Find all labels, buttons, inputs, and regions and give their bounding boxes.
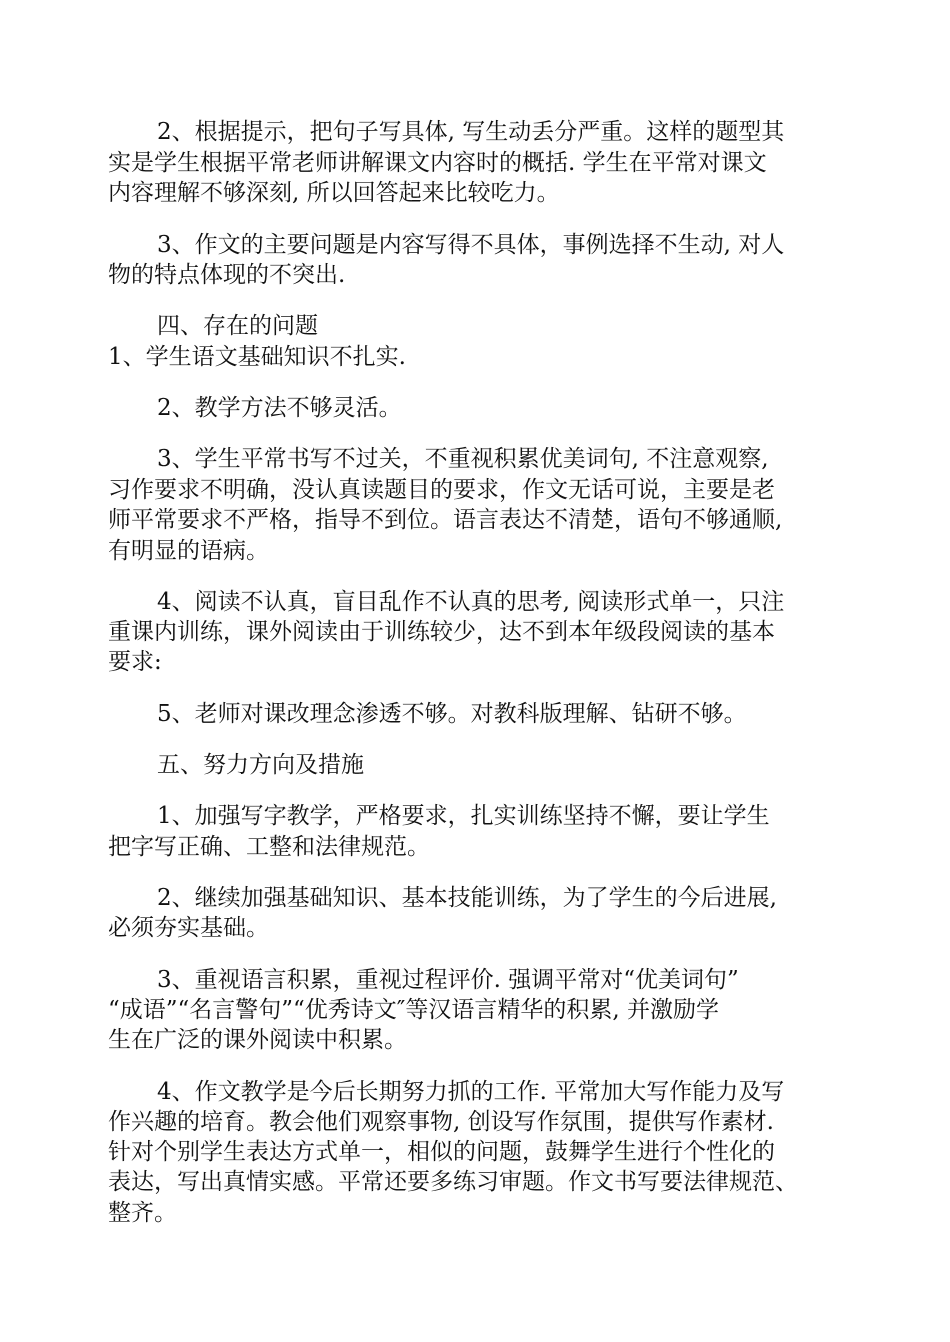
text-line: 3、作文的主要问题是内容写得不具体，事例选择不生动, 对人 — [157, 232, 785, 258]
text-line: 实是学生根据平常老师讲解课文内容时的概括. 学生在平常对课文 — [108, 150, 767, 176]
text-line: 3、学生平常书写不过关，不重视积累优美词句, 不注意观察, — [157, 446, 769, 472]
text-line: 2、继续加强基础知识、基本技能训练，为了学生的今后进展, — [157, 885, 777, 911]
text-line: 生在广泛的课外阅读中积累。 — [108, 1027, 407, 1053]
text-line: 1、加强写字教学，严格要求，扎实训练坚持不懈，要让学生 — [157, 803, 770, 829]
text-line: 作兴趣的培育。教会他们观察事物, 创设写作氛围，提供写作素材. — [108, 1109, 774, 1135]
text-line: 4、作文教学是今后长期努力抓的工作. 平常加大写作能力及写 — [157, 1079, 785, 1105]
text-line: 师平常要求不严格，指导不到位。语言表达不清楚，语句不够通顺, — [108, 507, 783, 533]
text-line: 有明显的语病。 — [108, 538, 269, 564]
section-heading: 四、存在的问题 — [157, 313, 318, 339]
text-line: 要求: — [108, 649, 162, 675]
text-line: 重课内训练，课外阅读由于训练较少，达不到本年级段阅读的基本 — [108, 619, 775, 645]
text-line: 5、老师对课改理念渗透不够。对教科版理解、钻研不够。 — [157, 701, 747, 727]
text-line: 把字写正确、工整和法律规范。 — [108, 834, 430, 860]
text-line: 物的特点体现的不突出. — [108, 262, 346, 288]
text-line: 针对个别学生表达方式单一，相似的问题，鼓舞学生进行个性化的 — [108, 1139, 775, 1165]
text-line: 习作要求不明确，没认真读题目的要求，作文无话可说，主要是老 — [108, 477, 775, 503]
text-line: 内容理解不够深刻, 所以回答起来比较吃力。 — [108, 180, 560, 206]
text-line: 必须夯实基础。 — [108, 915, 269, 941]
text-line: 2、根据提示，把句子写具体, 写生动丢分严重。这样的题型其 — [157, 119, 785, 145]
section-heading: 五、努力方向及措施 — [157, 752, 364, 778]
text-line: 整齐。 — [108, 1200, 177, 1226]
text-line: 2、教学方法不够灵活。 — [157, 395, 402, 421]
text-line: 1、学生语文基础知识不扎实. — [108, 344, 406, 370]
text-line: 4、阅读不认真，盲目乱作不认真的思考, 阅读形式单一，只注 — [157, 589, 785, 615]
text-line: 表达，写出真情实感。平常还要多练习审题。作文书写要法律规范、 — [108, 1169, 798, 1195]
text-line: 3、重视语言积累，重视过程评价. 强调平常对“优美词句” — [157, 967, 739, 993]
text-line: “成语”“名言警句”“优秀诗文″等汉语言精华的积累, 并激励学 — [108, 997, 720, 1023]
